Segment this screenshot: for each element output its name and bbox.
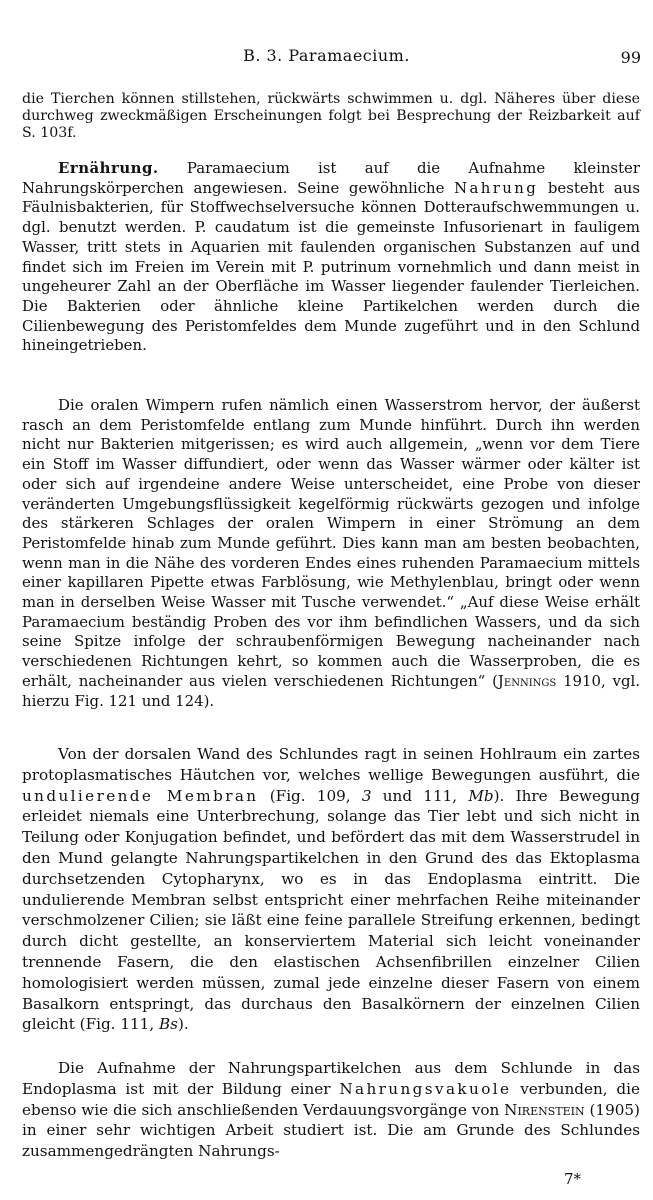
ernaehrung-text-1: Paramaecium ist auf die Aufnahme kleinster Nahrungskörperchen angewiesen. Seine gewöhnliche <box>22 159 640 197</box>
paragraph-ernaehrung <box>22 159 640 356</box>
vakuole-text-2: verbunden, die ebenso wie die sich anschließenden Verdauungsvorgänge von <box>22 1079 641 1119</box>
membran-text-4: ). Ihre Bewegung erleidet niemals eine Unterbrechung, solange das Tier lebt und sich nicht in Teilung oder Konjugation befindet, und befördert das mit dem Wasserstrudel in den Mund gelangte Nahrungspartikelchen in den Grund des das Ektoplasma durchsetzenden Cytopharynx, wo es in das Endoplasma eintritt. Die undulierende Membran selbst entspricht einer mehrfachen Reihe miteinander verschmolzener Cilien; sie läßt eine feine parallele Streifung erkennen, bedingt durch dicht gestellte, an konserviertem Material sich leicht voneinander trennende Fasern, die den elastischen Achsenfibrillen einzelner Cilien homologisiert werden müssen, zumal jede einzelne dieser Fasern von einem Basalkorn entspringt, das durchaus den Basalkörnern der einzelnen Cilien gleicht (Fig. 111, <box>22 786 640 1034</box>
vakuole-text-3: (1905) in einer sehr wichtigen Arbeit studiert ist. Die am Grunde des Schlundes zusammengedrängten Nahrungs- <box>22 1100 640 1161</box>
wimpern-text-1: Die oralen Wimpern rufen nämlich einen Wasserstrom hervor, der äußerst rasch an dem Peristomfelde entlang zum Munde hinführt. Durch ihn werden nicht nur Bakterien mitgerissen; es wird auch allgemein, „wenn vor dem Tiere ein Stoff im Wasser diffundiert, oder wenn das Wasser wärmer oder kälter ist oder sich auf irgendeine andere Weise unterscheidet, eine Probe von dieser veränderten Umgebungsflüssigkeit kegelförmig rückwärts gezogen und infolge des stärkeren Schlages der oralen Wimpern in einer Strömung an dem Peristomfelde hinab zum Munde geführt. Dies kann man am besten beobachten, wenn man in die Nähe des vorderen Endes eines ruhenden Paramaecium mittels einer kapillaren Pipette etwas Farblösung, wie Methylenblau, bringt oder wenn man in derselben Weise Wasser mit Tusche verwendet.“ „Auf diese Weise erhält Paramaecium beständig Proben des vor ihm befindlichen Wassers, und da sich seine Spitze infolge der schraubenförmigen Bewegung nacheinander nach verschiedenen Richtungen kehrt, so kommen auch die Wasserproben, die es erhält, nacheinander aus vielen verschiedenen Richtungen“ ( <box>22 396 640 690</box>
author-jennings: Jennings <box>497 671 557 690</box>
paragraph-nahrungsvakuole <box>22 1058 640 1162</box>
paragraph-wimpern <box>22 396 640 711</box>
figure-ref-3: 3 <box>361 786 372 805</box>
paragraph-intro <box>22 91 640 142</box>
wimpern-text-2: 1910, vgl. hierzu Fig. 121 und 124). <box>22 671 640 710</box>
ernaehrung-text-2: besteht aus Fäulnisbakterien, für Stoffwechselversuche können Dotteraufschwemmungen u. dgl. benutzt werden. P. caudatum ist die gemeinste Infusorienart in fauligem Wasser, tritt stets in Aquarien mit faulenden organischen Substanzen auf und findet sich im Freien im Verein mit P. putrinum vornehmlich und dann meist in ungeheurer Zahl an der Oberfläche im Wasser liegender faulender Tierleichen. Die Bakterien oder ähnliche kleine Partikelchen werden durch die Cilienbewegung des Peristomfeldes dem Munde zugeführt und in den Schlund hineingetrieben. <box>22 178 640 355</box>
paragraph-membran <box>22 744 640 1035</box>
paragraph-intro-text: die Tierchen können stillstehen, rückwärts schwimmen u. dgl. Näheres über diese durchweg zweckmäßigen Erscheinungen folgt bei Besprechung der Reizbarkeit auf S. 103f. <box>22 91 640 141</box>
figure-ref-mb: Mb <box>468 786 494 805</box>
signature-mark: 7* <box>563 1170 581 1188</box>
running-title: B. 3. Paramaecium. <box>243 46 410 65</box>
section-heading-ernaehrung: Ernährung. <box>58 159 159 177</box>
figure-ref-bs: Bs <box>158 1015 178 1034</box>
page-number: 99 <box>620 48 641 67</box>
emphasis-undulierende-membran: undulierende Membran <box>22 786 259 805</box>
running-header <box>0 46 653 70</box>
membran-text-3: und 111, <box>371 786 469 805</box>
vakuole-text-1: Die Aufnahme der Nahrungspartikelchen aus dem Schlunde in das Endoplasma ist mit der Bildung einer <box>22 1059 640 1098</box>
membran-text-1: Von der dorsalen Wand des Schlundes ragt in seinen Hohlraum ein zartes protoplasmatisches Häutchen vor, welches wellige Bewegungen ausführt, die <box>22 745 640 784</box>
membran-text-5: ). <box>177 1015 189 1034</box>
author-nirenstein: Nirenstein <box>504 1100 585 1119</box>
membran-text-2: (Fig. 109, <box>258 786 362 805</box>
emphasis-nahrungsvakuole: Nahrungsvakuole <box>339 1079 512 1098</box>
emphasis-nahrung: Nahrung <box>454 178 539 197</box>
